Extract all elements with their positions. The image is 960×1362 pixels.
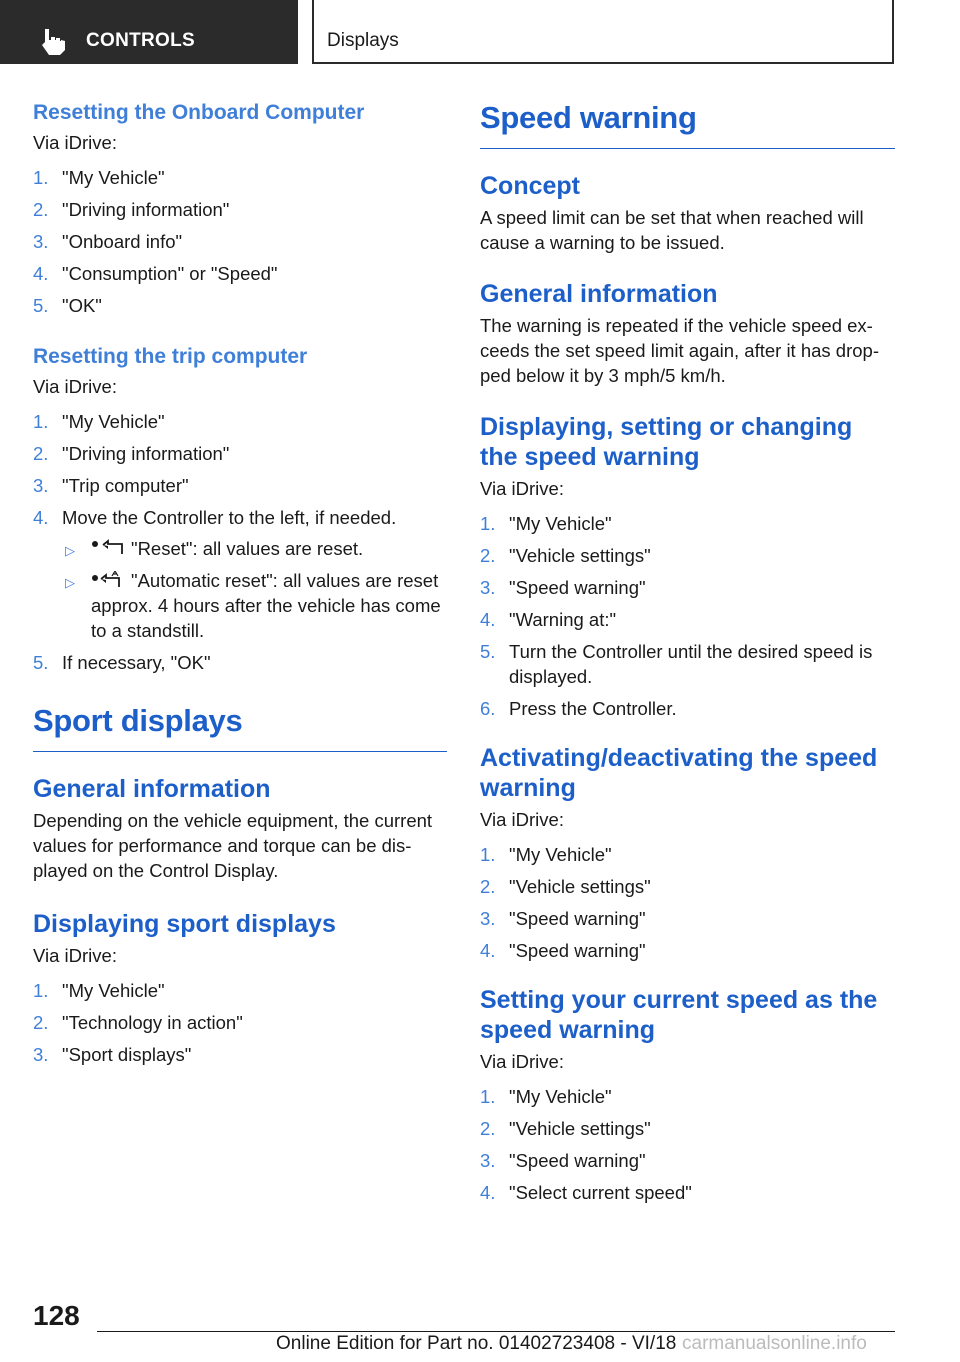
- list-item: 2. "Vehicle settings": [480, 1118, 651, 1139]
- display-setting-title: Displaying, setting or changing the speed warning: [480, 413, 853, 471]
- left-column: [33, 100, 447, 1074]
- list-item: 1. "My Vehicle": [480, 844, 612, 865]
- general-info-title: General information: [480, 280, 718, 308]
- list-item: 4. "Select current speed": [480, 1182, 692, 1203]
- list-item: 2. "Vehicle settings": [480, 545, 651, 566]
- reset-onboard-intro: Via iDrive:: [33, 132, 117, 153]
- list-item: 3. "Speed warning": [480, 908, 646, 929]
- list-item: 2. "Driving information": [33, 443, 230, 464]
- list-item: 4. "Speed warning": [480, 940, 646, 961]
- right-column: [480, 100, 895, 1212]
- display-setting-steps: [480, 511, 895, 721]
- reset-trip-sub-list: [62, 536, 447, 643]
- list-item: 4. "Warning at:": [480, 609, 617, 630]
- list-item: 1. "My Vehicle": [480, 513, 612, 534]
- list-item: 5. Turn the Controller until the desired speed is displayed.: [480, 641, 873, 687]
- list-item: ▷ "Reset": all values are reset.: [65, 538, 364, 559]
- activate-title: Activating/deactivating the speed warning: [480, 744, 878, 802]
- list-item: 4. Move the Controller to the left, if needed. ▷ "Reset": all values are reset. ▷ "Automatic reset": all values are reset approx. 4 hours after the vehicle has come to a standstill.: [33, 505, 447, 643]
- sport-general-text: Depending on the vehicle equipment, the current values for performance and torque can be dis-played on the Control Display.: [33, 810, 433, 881]
- list-item: 3. "Trip computer": [33, 475, 189, 496]
- list-item: 2. "Technology in action": [33, 1012, 243, 1033]
- concept-text: A speed limit can be set that when reached will cause a warning to be issued.: [480, 207, 864, 253]
- list-item: 5. If necessary, "OK": [33, 652, 211, 673]
- list-item: 1. "My Vehicle": [33, 167, 165, 188]
- chapter-label: Displays: [327, 30, 399, 51]
- page-number: 128: [33, 1300, 80, 1331]
- list-item: 5. "OK": [33, 295, 102, 316]
- watermark: carmanualsonline.info: [682, 1333, 867, 1354]
- list-item: 4. "Consumption" or "Speed": [33, 263, 278, 284]
- reset-onboard-steps: [33, 165, 447, 318]
- pointing-hand-icon: [38, 26, 68, 56]
- list-item: 3. "Speed warning": [480, 577, 646, 598]
- sport-displays-title: Sport displays: [33, 703, 447, 752]
- list-item: 1. "My Vehicle": [33, 411, 165, 432]
- general-info-text: The warning is repeated if the vehicle speed ex-ceeds the set speed limit again, after it has drop-ped below it by 3 mph/5 km/h.: [480, 315, 879, 386]
- automatic-reset-icon: [91, 571, 125, 589]
- activate-steps: [480, 842, 895, 963]
- list-item: 6. Press the Controller.: [480, 698, 677, 719]
- chapter-tab-displays: [312, 0, 894, 64]
- reset-trip-title: Resetting the trip computer: [33, 345, 308, 368]
- list-item: 2. "Driving information": [33, 199, 230, 220]
- reset-onboard-title: Resetting the Onboard Computer: [33, 101, 365, 124]
- edition-text: Online Edition for Part no. 01402723408 - VI/18: [276, 1333, 677, 1354]
- sport-general-title: General information: [33, 775, 271, 803]
- sport-display-intro: Via iDrive:: [33, 945, 117, 966]
- speed-warning-title: Speed warning: [480, 100, 895, 149]
- activate-intro: Via iDrive:: [480, 809, 564, 830]
- footer-divider: [97, 1331, 895, 1332]
- sport-display-title: Displaying sport displays: [33, 910, 336, 938]
- reset-trip-intro: Via iDrive:: [33, 376, 117, 397]
- sport-display-steps: [33, 978, 447, 1067]
- list-item: 1. "My Vehicle": [480, 1086, 612, 1107]
- current-speed-title: Setting your current speed as the speed warning: [480, 986, 878, 1044]
- list-item: 2. "Vehicle settings": [480, 876, 651, 897]
- reset-arrow-icon: [91, 539, 125, 557]
- section-tab-controls: [0, 0, 298, 64]
- current-speed-steps: [480, 1084, 895, 1205]
- list-item: 3. "Speed warning": [480, 1150, 646, 1171]
- section-label: CONTROLS: [86, 30, 196, 51]
- concept-title: Concept: [480, 172, 580, 200]
- list-item: 3. "Sport displays": [33, 1044, 192, 1065]
- list-item: 1. "My Vehicle": [33, 980, 165, 1001]
- list-item: 3. "Onboard info": [33, 231, 183, 252]
- display-setting-intro: Via iDrive:: [480, 478, 564, 499]
- reset-trip-steps: [33, 409, 447, 675]
- list-item: ▷ "Automatic reset": all values are reset approx. 4 hours after the vehicle has come to a standstill.: [65, 570, 441, 641]
- current-speed-intro: Via iDrive:: [480, 1051, 564, 1072]
